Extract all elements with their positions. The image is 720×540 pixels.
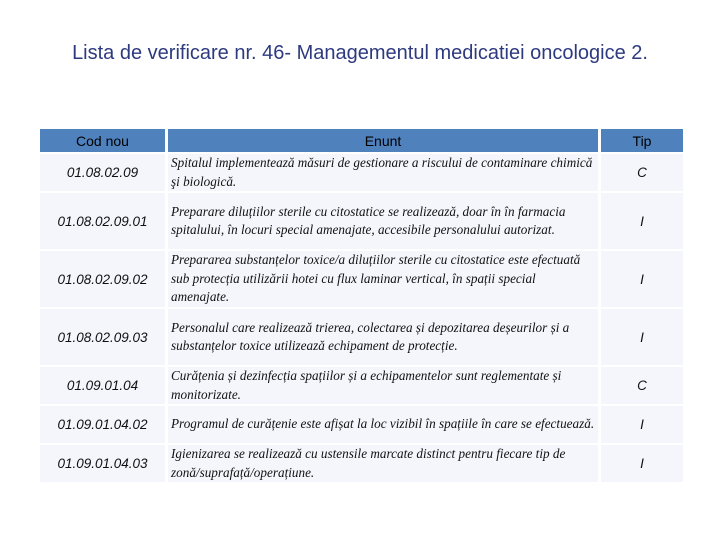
row-code: 01.08.02.09.01 xyxy=(40,193,165,249)
header-tip: Tip xyxy=(601,129,683,152)
row-code: 01.09.01.04.03 xyxy=(40,445,165,482)
row-code: 01.08.02.09.02 xyxy=(40,251,165,307)
row-code: 01.08.02.09.03 xyxy=(40,309,165,365)
row-enunt: Igienizarea se realizează cu ustensile marcate distinct pentru fiecare tip de zonă/suprafață/operațiune. xyxy=(168,445,598,482)
header-cod-nou: Cod nou xyxy=(40,129,165,152)
row-enunt: Preparare diluțiilor sterile cu citostatice se realizează, doar în în farmacia spitalului, în locuri special amenajate, accesibile personalului autorizat. xyxy=(168,193,598,249)
row-code: 01.09.01.04 xyxy=(40,367,165,404)
row-enunt: Spitalul implementează măsuri de gestionare a riscului de contaminare chimică şi biologică. xyxy=(168,154,598,191)
table-row xyxy=(40,154,683,191)
row-tip: C xyxy=(601,154,683,191)
row-tip: I xyxy=(601,251,683,307)
table-row xyxy=(40,193,683,249)
row-tip: I xyxy=(601,309,683,365)
table-row xyxy=(40,309,683,365)
row-tip: C xyxy=(601,367,683,404)
row-enunt: Prepararea substanțelor toxice/a diluțiilor sterile cu citostatice este efectuată sub protecția utilizării hotei cu flux laminar vertical, în spații special amenajate. xyxy=(168,251,598,307)
table-row xyxy=(40,251,683,307)
checklist-table-container xyxy=(37,127,683,484)
row-enunt: Programul de curățenie este afișat la loc vizibil în spațiile în care se efectuează. xyxy=(168,406,598,443)
row-enunt: Personalul care realizează trierea, colectarea și depozitarea deșeurilor și a substanțelor toxice utilizează echipament de protecție. xyxy=(168,309,598,365)
table-header-row xyxy=(40,129,683,152)
row-enunt: Curățenia și dezinfecția spațiilor și a echipamentelor sunt reglementate și monitorizate. xyxy=(168,367,598,404)
page-title: Lista de verificare nr. 46- Managementul medicatiei oncologice 2. xyxy=(72,42,648,64)
row-code: 01.09.01.04.02 xyxy=(40,406,165,443)
table-row xyxy=(40,367,683,404)
table-row xyxy=(40,406,683,443)
row-tip: I xyxy=(601,193,683,249)
row-tip: I xyxy=(601,406,683,443)
row-code: 01.08.02.09 xyxy=(40,154,165,191)
header-enunt: Enunt xyxy=(168,129,598,152)
table-row xyxy=(40,445,683,482)
checklist-table xyxy=(37,127,686,484)
row-tip: I xyxy=(601,445,683,482)
